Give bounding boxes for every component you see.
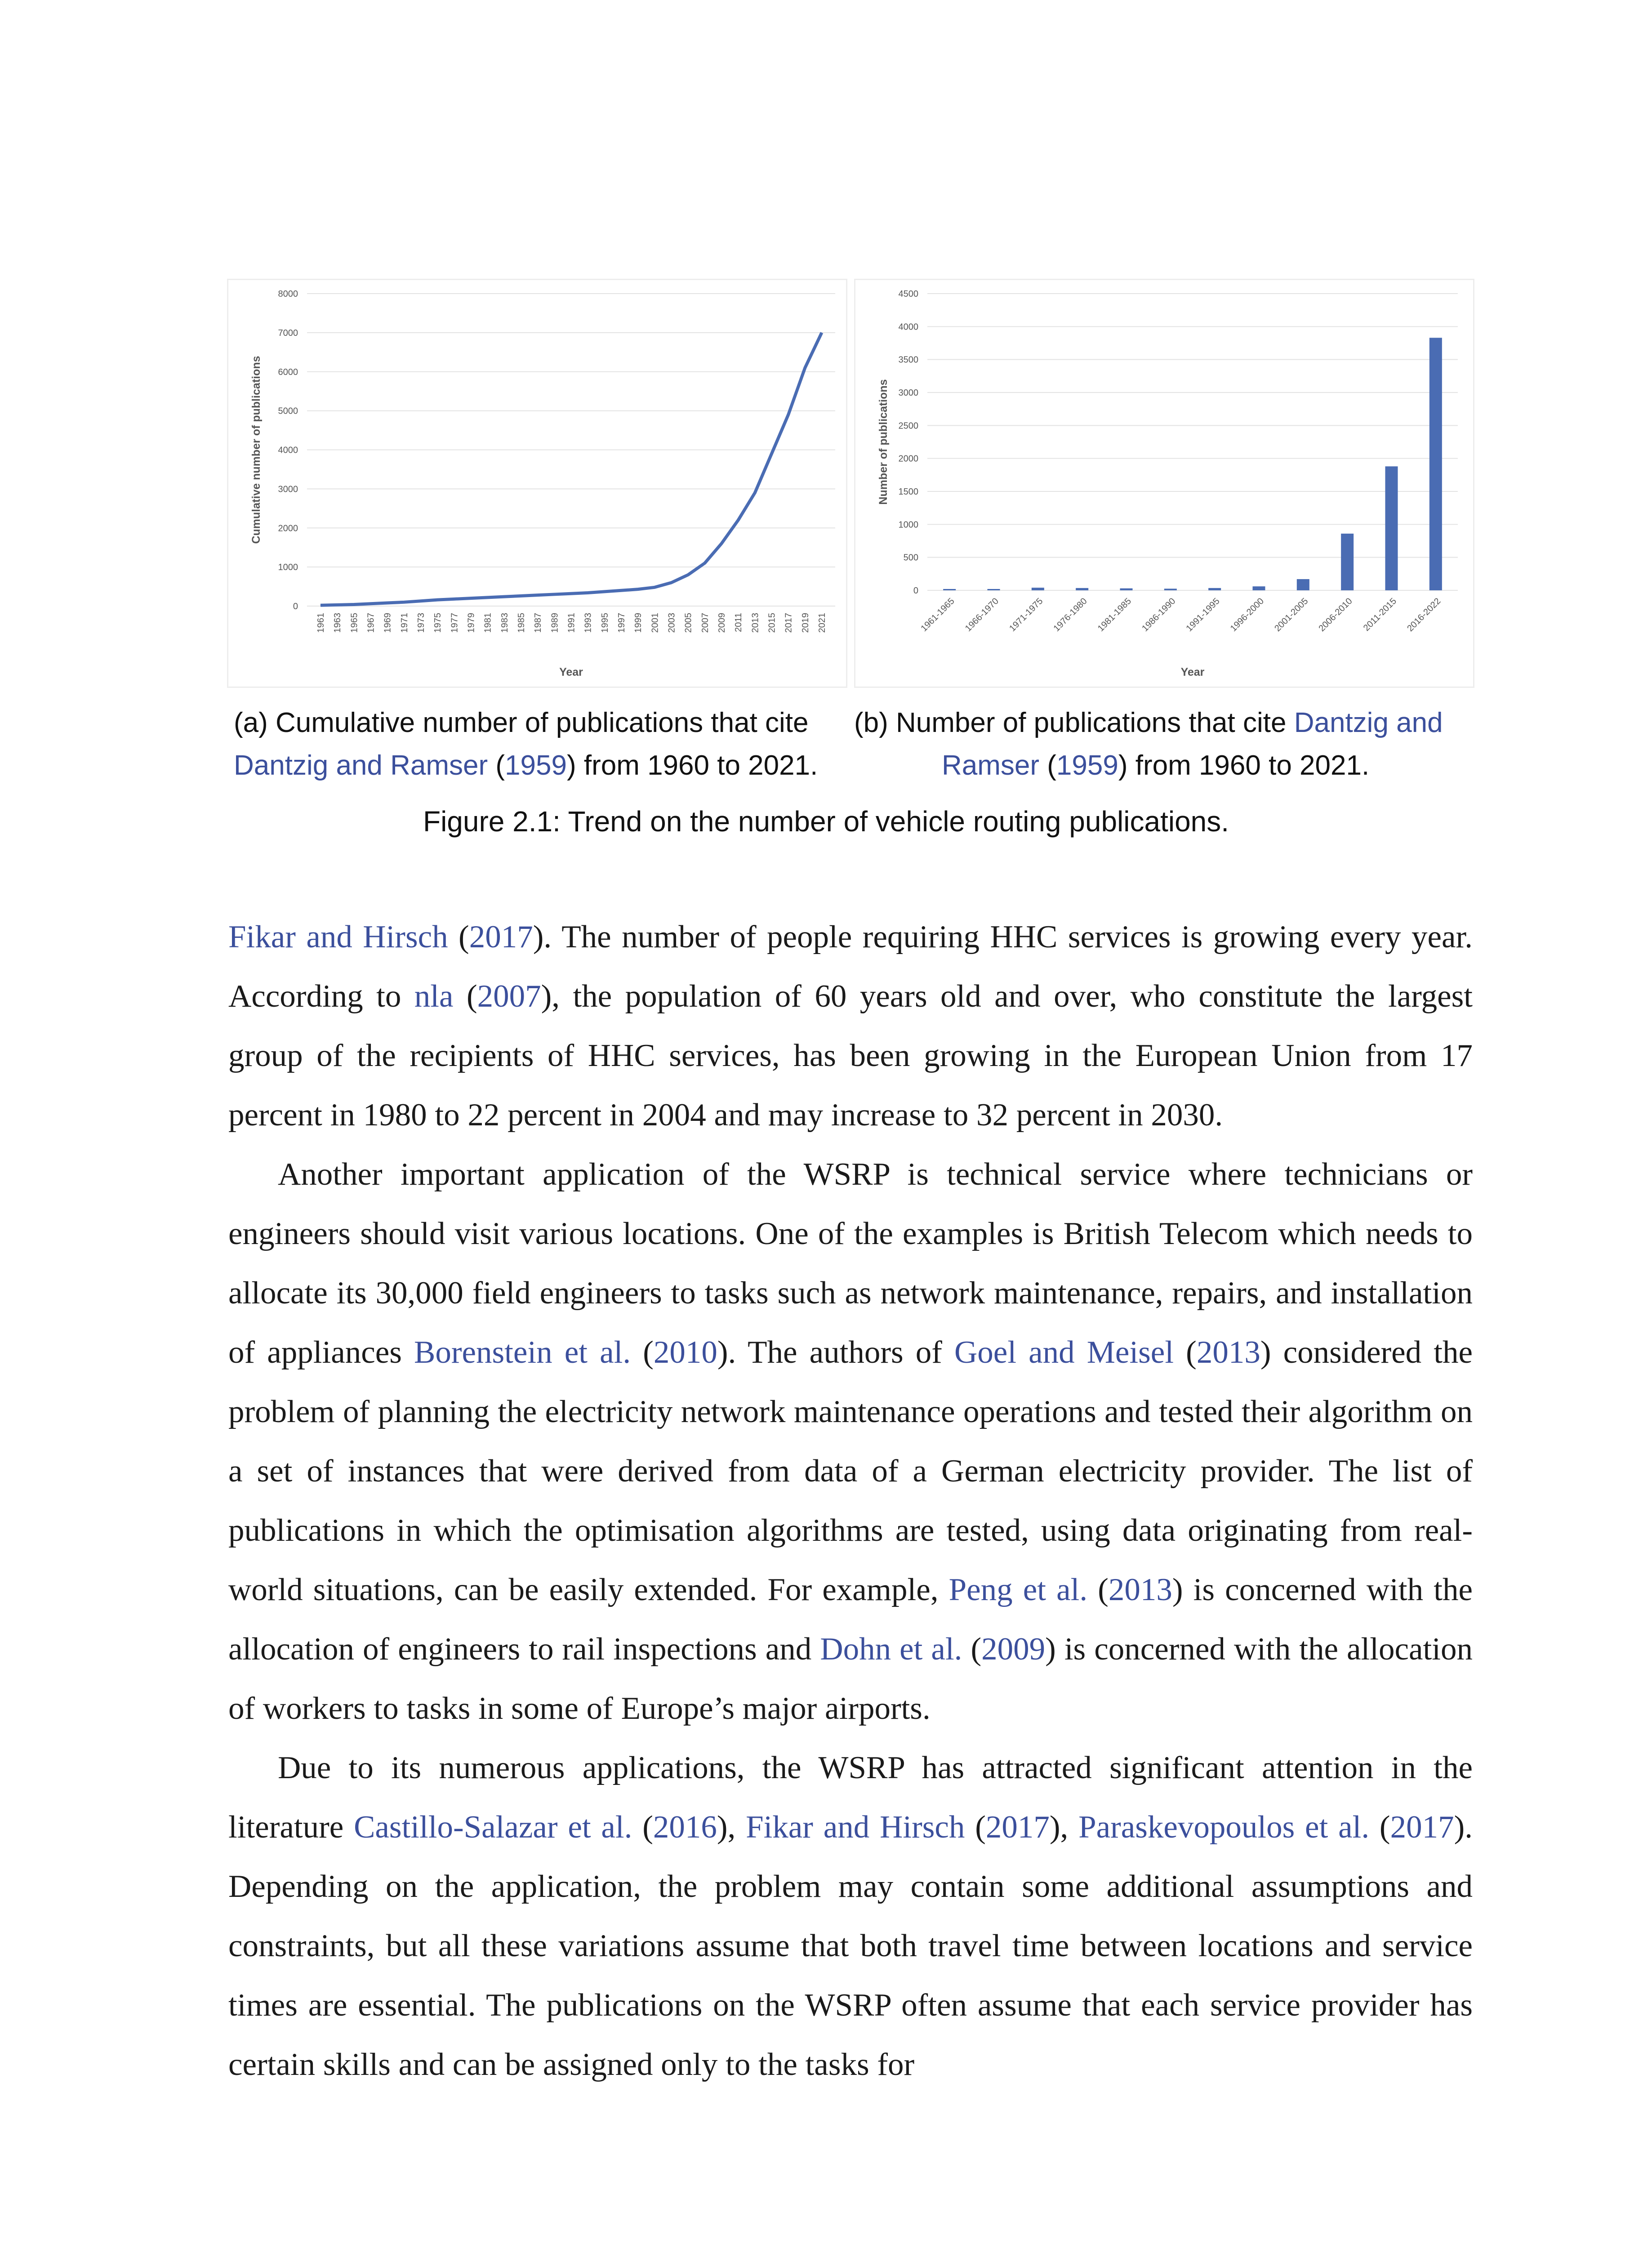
paragraph-text: Another important application of the WSRP is technical service where technicians or engineers should visit various locations. One of the examples is British Telecom which needs to allocate its 30,000 field engineers to tasks such as network maintenance, repairs, and installation of appliances (228, 1157, 1473, 1370)
citation-link[interactable]: Fikar and Hirsch (228, 919, 448, 955)
cumulative-line-chart (228, 280, 846, 687)
citation-link[interactable]: Fikar and Hirsch (746, 1810, 965, 1845)
x-tick-label: 1961-1965 (919, 596, 957, 634)
x-tick-label: 2006-2010 (1317, 596, 1354, 634)
y-tick-label: 1000 (898, 520, 918, 530)
paragraph-text: ), (1049, 1810, 1079, 1845)
figure-panel-a (227, 279, 847, 688)
x-tick-label: 2016-2022 (1405, 596, 1443, 634)
cumulative-series-line (321, 333, 822, 605)
x-tick-label: 1965 (349, 613, 360, 633)
data-point (370, 603, 371, 604)
x-tick-label: 1963 (333, 613, 343, 633)
x-tick-label: 2005 (683, 613, 694, 633)
paragraph-text: ), (717, 1810, 746, 1845)
citation-link[interactable]: Dantzig and Ramser (234, 750, 488, 781)
x-tick-label: 2017 (784, 613, 794, 633)
citation-link[interactable]: Peng et al. (948, 1572, 1088, 1607)
bar (1253, 586, 1265, 590)
y-tick-label: 3000 (898, 388, 918, 398)
x-tick-label: 1969 (383, 613, 393, 633)
y-tick-label: 3000 (278, 484, 298, 495)
citation-link[interactable]: 2017 (469, 919, 533, 955)
figure-panel-b (854, 279, 1474, 688)
y-tick-label: 5000 (278, 406, 298, 416)
paragraph-text: Due to its numerous applications, the WSRP has attracted significant attention in the literature (228, 1750, 1473, 1845)
y-tick-label: 0 (293, 602, 298, 611)
paragraph-text: ( (1369, 1810, 1390, 1845)
paragraph-text: ). The number of people requiring HHC services is growing every year. According to (228, 919, 1473, 1014)
x-tick-label: 2009 (717, 613, 727, 633)
paragraph-text: ) considered the problem of planning the electricity network maintenance operations and tested their algorithm on a set of instances that were derived from data of a German electricity provider. The list of publications in which the optimisation algorithms are tested, using data originating from real-world situations, can be easily extended. For example, (228, 1335, 1473, 1607)
x-tick-label: 2001 (650, 613, 660, 633)
x-tick-label: 1997 (617, 613, 627, 633)
x-tick-label: 1975 (433, 613, 443, 633)
x-tick-label: 1995 (600, 613, 610, 633)
x-tick-label: 1973 (416, 613, 426, 633)
paragraph-text: ( (1174, 1335, 1197, 1370)
x-tick-label: 2013 (750, 613, 761, 633)
y-tick-label: 2500 (898, 421, 918, 431)
publications-bar-chart (855, 280, 1473, 687)
citation-link[interactable]: Castillo-Salazar et al. (354, 1810, 632, 1845)
paragraph-text: ). Depending on the application, the problem may contain some additional assumptions and constraints, but all these variations assume that both travel time between locations and service times are essential. The publications on the WSRP often assume that each service provider has certain skills and can be assigned only to the tasks for (228, 1810, 1473, 2082)
bar (1297, 579, 1309, 590)
y-tick-label: 500 (903, 553, 918, 563)
x-tick-label: 1987 (533, 613, 543, 633)
x-tick-label: 1993 (583, 613, 593, 633)
x-tick-label: 1989 (550, 613, 560, 633)
x-tick-label: 1983 (499, 613, 510, 633)
y-tick-label: 1500 (898, 487, 918, 497)
y-tick-label: 4000 (898, 322, 918, 332)
paragraph-2 (228, 1145, 1473, 1738)
y-tick-label: 8000 (278, 289, 298, 299)
citation-link[interactable]: Dantzig and (1294, 707, 1443, 738)
paragraph-1 (228, 907, 1473, 1145)
citation-link[interactable]: Goel and Meisel (954, 1335, 1174, 1370)
citation-link[interactable]: 2007 (477, 979, 541, 1014)
x-tick-label: 1986-1990 (1140, 596, 1178, 634)
x-tick-label: 1999 (633, 613, 644, 633)
x-tick-label: 1971 (399, 613, 410, 633)
body-text (228, 907, 1473, 2094)
bar (1208, 588, 1221, 590)
x-tick-label: 2011-2015 (1361, 596, 1399, 633)
paragraph-text: ), the population of 60 years old and over, who constitute the largest group of the recipients of HHC services, has been growing in the European Union from 17 percent in 1980 to 22 percent in 2004 and may increase to 32 percent in 2030. (228, 979, 1473, 1133)
citation-link[interactable]: 2010 (653, 1335, 717, 1370)
citation-year-link[interactable]: 1959 (505, 750, 567, 781)
bar (1120, 589, 1133, 590)
x-tick-label: 1991 (566, 613, 577, 633)
citation-link[interactable]: 2016 (653, 1810, 717, 1845)
x-tick-label: 2007 (700, 613, 710, 633)
bar (1385, 466, 1398, 590)
y-axis-title: Cumulative number of publications (250, 356, 263, 544)
bar (988, 589, 1000, 590)
subcaption-a: (a) Cumulative number of publications that cite Dantzig and Ramser (1959) from 1960 to 2021. (234, 707, 818, 781)
y-tick-label: 4000 (278, 445, 298, 455)
citation-link[interactable]: nla (414, 979, 454, 1014)
citation-link[interactable]: Dohn et al. (820, 1632, 962, 1667)
citation-link[interactable]: Borenstein et al. (414, 1335, 631, 1370)
subcaption-a-suffix: from 1960 to 2021. (583, 750, 818, 781)
bar (943, 589, 956, 590)
paragraph-text: ) is concerned with the allocation of engineers to rail inspections and (228, 1572, 1473, 1667)
citation-link[interactable]: 2013 (1108, 1572, 1172, 1607)
citation-link[interactable]: Ramser (942, 750, 1040, 781)
data-point (671, 582, 672, 583)
paragraph-text: ( (453, 979, 477, 1014)
figure-2-1 (227, 279, 1474, 683)
x-tick-label: 1976-1980 (1051, 596, 1089, 634)
paragraph-text: ( (631, 1335, 654, 1370)
x-tick-label: 1961 (316, 613, 326, 633)
data-point (621, 590, 622, 591)
paragraph-text: ( (965, 1810, 986, 1845)
y-tick-label: 4500 (898, 289, 918, 299)
x-tick-label: 1979 (466, 613, 476, 633)
x-tick-label: 2019 (800, 613, 810, 633)
y-tick-label: 1000 (278, 562, 298, 573)
x-tick-label: 1966-1970 (963, 596, 1001, 634)
x-axis-title: Year (1180, 666, 1205, 678)
y-tick-label: 3500 (898, 355, 918, 365)
y-tick-label: 2000 (898, 454, 918, 464)
bar (1341, 534, 1354, 590)
subcaption-a-prefix: (a) Cumulative number of publications that cite (234, 707, 809, 738)
citation-link[interactable]: 2009 (981, 1632, 1046, 1667)
x-tick-label: 2015 (767, 613, 777, 633)
x-tick-label: 2011 (734, 613, 744, 633)
x-tick-label: 2021 (817, 613, 827, 633)
paragraph-3 (228, 1738, 1473, 2094)
x-tick-label: 1981 (483, 613, 493, 633)
figure-caption: Figure 2.1: Trend on the number of vehicle routing publications. (423, 805, 1229, 838)
bar (1032, 588, 1044, 590)
bar (1164, 589, 1177, 590)
x-tick-label: 2003 (667, 613, 677, 633)
y-axis-title: Number of publications (877, 379, 890, 505)
paragraph-text: ( (448, 919, 469, 955)
paragraph-text: ). The authors of (717, 1335, 955, 1370)
citation-link[interactable]: Paraskevopoulos et al. (1078, 1810, 1370, 1845)
y-tick-label: 6000 (278, 367, 298, 377)
paragraph-text: ( (962, 1632, 982, 1667)
paragraph-text: ( (1087, 1572, 1109, 1607)
bar (1429, 338, 1442, 590)
citation-link[interactable]: 2017 (1390, 1810, 1454, 1845)
bar (1076, 588, 1088, 590)
subcaption-b-prefix: (b) Number of publications that cite (854, 707, 1287, 738)
x-tick-label: 2001-2005 (1273, 596, 1310, 634)
x-tick-label: 1991-1995 (1184, 596, 1222, 634)
paragraph-text: ) is concerned with the allocation of workers to tasks in some of Europe’s major airports. (228, 1632, 1473, 1726)
paragraph-text: ( (632, 1810, 653, 1845)
x-tick-label: 1967 (366, 613, 376, 633)
citation-year-link[interactable]: 1959 (1056, 750, 1118, 781)
y-tick-label: 0 (913, 586, 918, 596)
x-axis-title: Year (559, 666, 583, 678)
subcaption-b-suffix: from 1960 to 2021. (1135, 750, 1370, 781)
data-point (604, 591, 605, 592)
citation-link[interactable]: 2013 (1196, 1335, 1260, 1370)
subcaption-b: (b) Number of publications that cite Dantzig and Ramser (1959) from 1960 to 2021. (854, 707, 1443, 781)
x-tick-label: 1971-1975 (1007, 596, 1045, 634)
x-tick-label: 1977 (450, 613, 460, 633)
y-tick-label: 7000 (278, 328, 298, 338)
y-tick-label: 2000 (278, 523, 298, 534)
x-tick-label: 1981-1985 (1095, 596, 1134, 634)
data-point (487, 597, 488, 598)
x-tick-label: 1985 (517, 613, 526, 633)
citation-link[interactable]: 2017 (985, 1810, 1050, 1845)
x-tick-label: 1996-2000 (1228, 596, 1266, 634)
